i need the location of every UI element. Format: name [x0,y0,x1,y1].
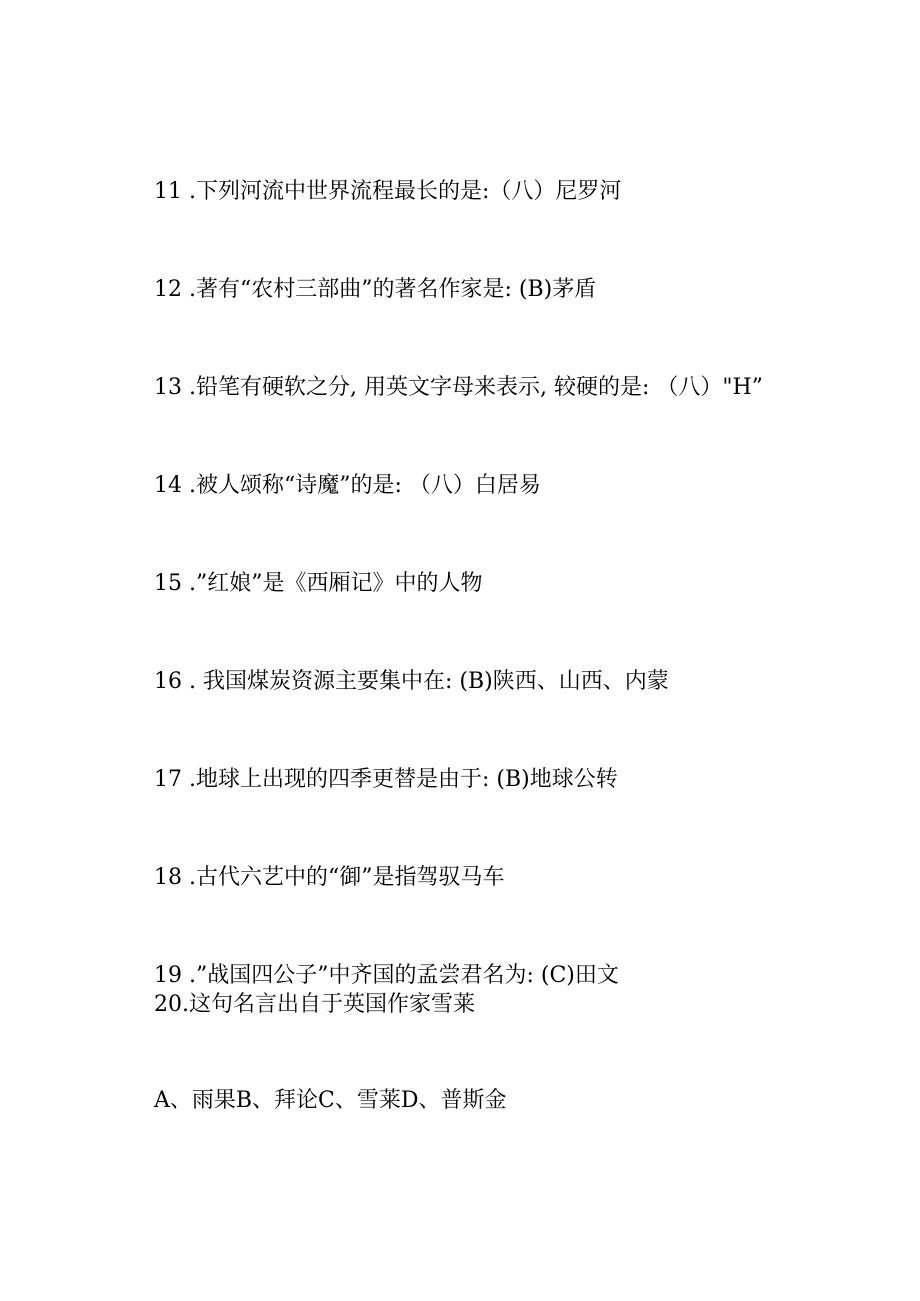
question-20-line: 20.这句名言出自于英国作家雪莱 [154,992,475,1017]
question-15-line: 15 .”红娘”是《西厢记》中的人物 [154,571,483,596]
question-17-line: 17 .地球上出现的四季更替是由于: (B)地球公转 [154,767,618,792]
question-18-line: 18 .古代六艺中的“御”是指驾驭马车 [154,865,505,890]
question-13-line: 13 .铅笔有硬软之分, 用英文字母来表示, 较硬的是: （八）"H” [154,375,763,400]
question-19-line: 19 .”战国四公子”中齐国的孟尝君名为: (C)田文 [154,963,619,988]
question-14-line: 14 .被人颂称“诗魔”的是: （八）白居易 [154,473,541,498]
question-20-options-line: A、雨果B、拜论C、雪莱D、普斯金 [154,1088,507,1113]
question-16-line: 16 . 我国煤炭资源主要集中在: (B)陕西、山西、内蒙 [154,669,669,694]
question-11-line: 11 .下列河流中世界流程最长的是:（八）尼罗河 [154,179,622,204]
question-12-line: 12 .著有“农村三部曲”的著名作家是: (B)茅盾 [154,277,597,302]
